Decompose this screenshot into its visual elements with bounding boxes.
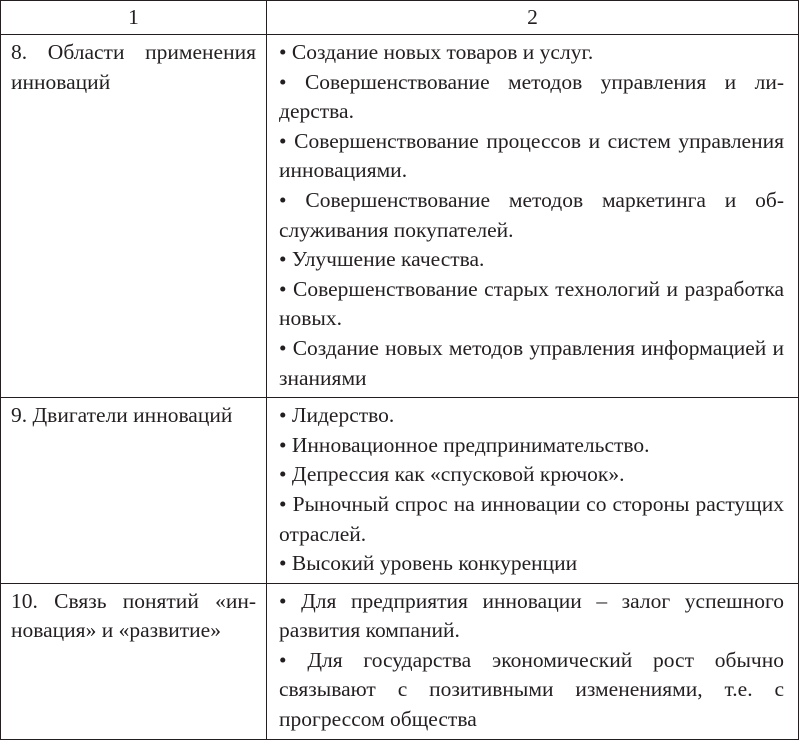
column-header-1: 1 [1,1,267,35]
row-items [267,583,799,739]
table-row [1,35,799,398]
row-topic: 9. Двигатели инноваций [1,398,267,584]
row-topic: 8. Области применения инноваций [1,35,267,398]
list-item: • Совершенствование процессов и систем управления инновациями. [279,128,784,183]
table-row [1,398,799,584]
list-item: • Создание новых методов управления информацией и знаниями [279,335,784,390]
list-item: • Инновационное предпринимательство. [279,432,650,457]
row-items [267,35,799,398]
list-item: • Высокий уровень конкуренции [279,551,578,576]
row-items [267,398,799,584]
list-item: • Улучшение качества. [279,247,485,272]
list-item: • Для государства экономический рост обычно связывают с позитивными изменениями, т.е. с прогрессом общества [279,647,784,732]
list-item: • Для предприятия инновации – залог успешного развития компаний. [279,588,784,643]
header-row [1,1,799,35]
table-row [1,583,799,739]
list-item: • Совершенствование методов маркетинга и обслуживания покупателей. [279,187,784,242]
list-item: • Депрессия как «спусковой крючок». [279,462,625,487]
row-topic: 10. Связь понятий «инновация» и «развитие» [1,583,267,739]
list-item: • Совершенствование методов управления и лидерства. [279,69,784,124]
list-item: • Создание новых товаров и услуг. [279,40,594,64]
list-item: • Совершенствование старых технологий и разработка новых. [279,276,784,331]
list-item: • Рыночный спрос на инновации со стороны растущих отраслей. [279,491,784,546]
column-header-2: 2 [267,1,799,35]
list-item: • Лидерство. [279,403,395,428]
